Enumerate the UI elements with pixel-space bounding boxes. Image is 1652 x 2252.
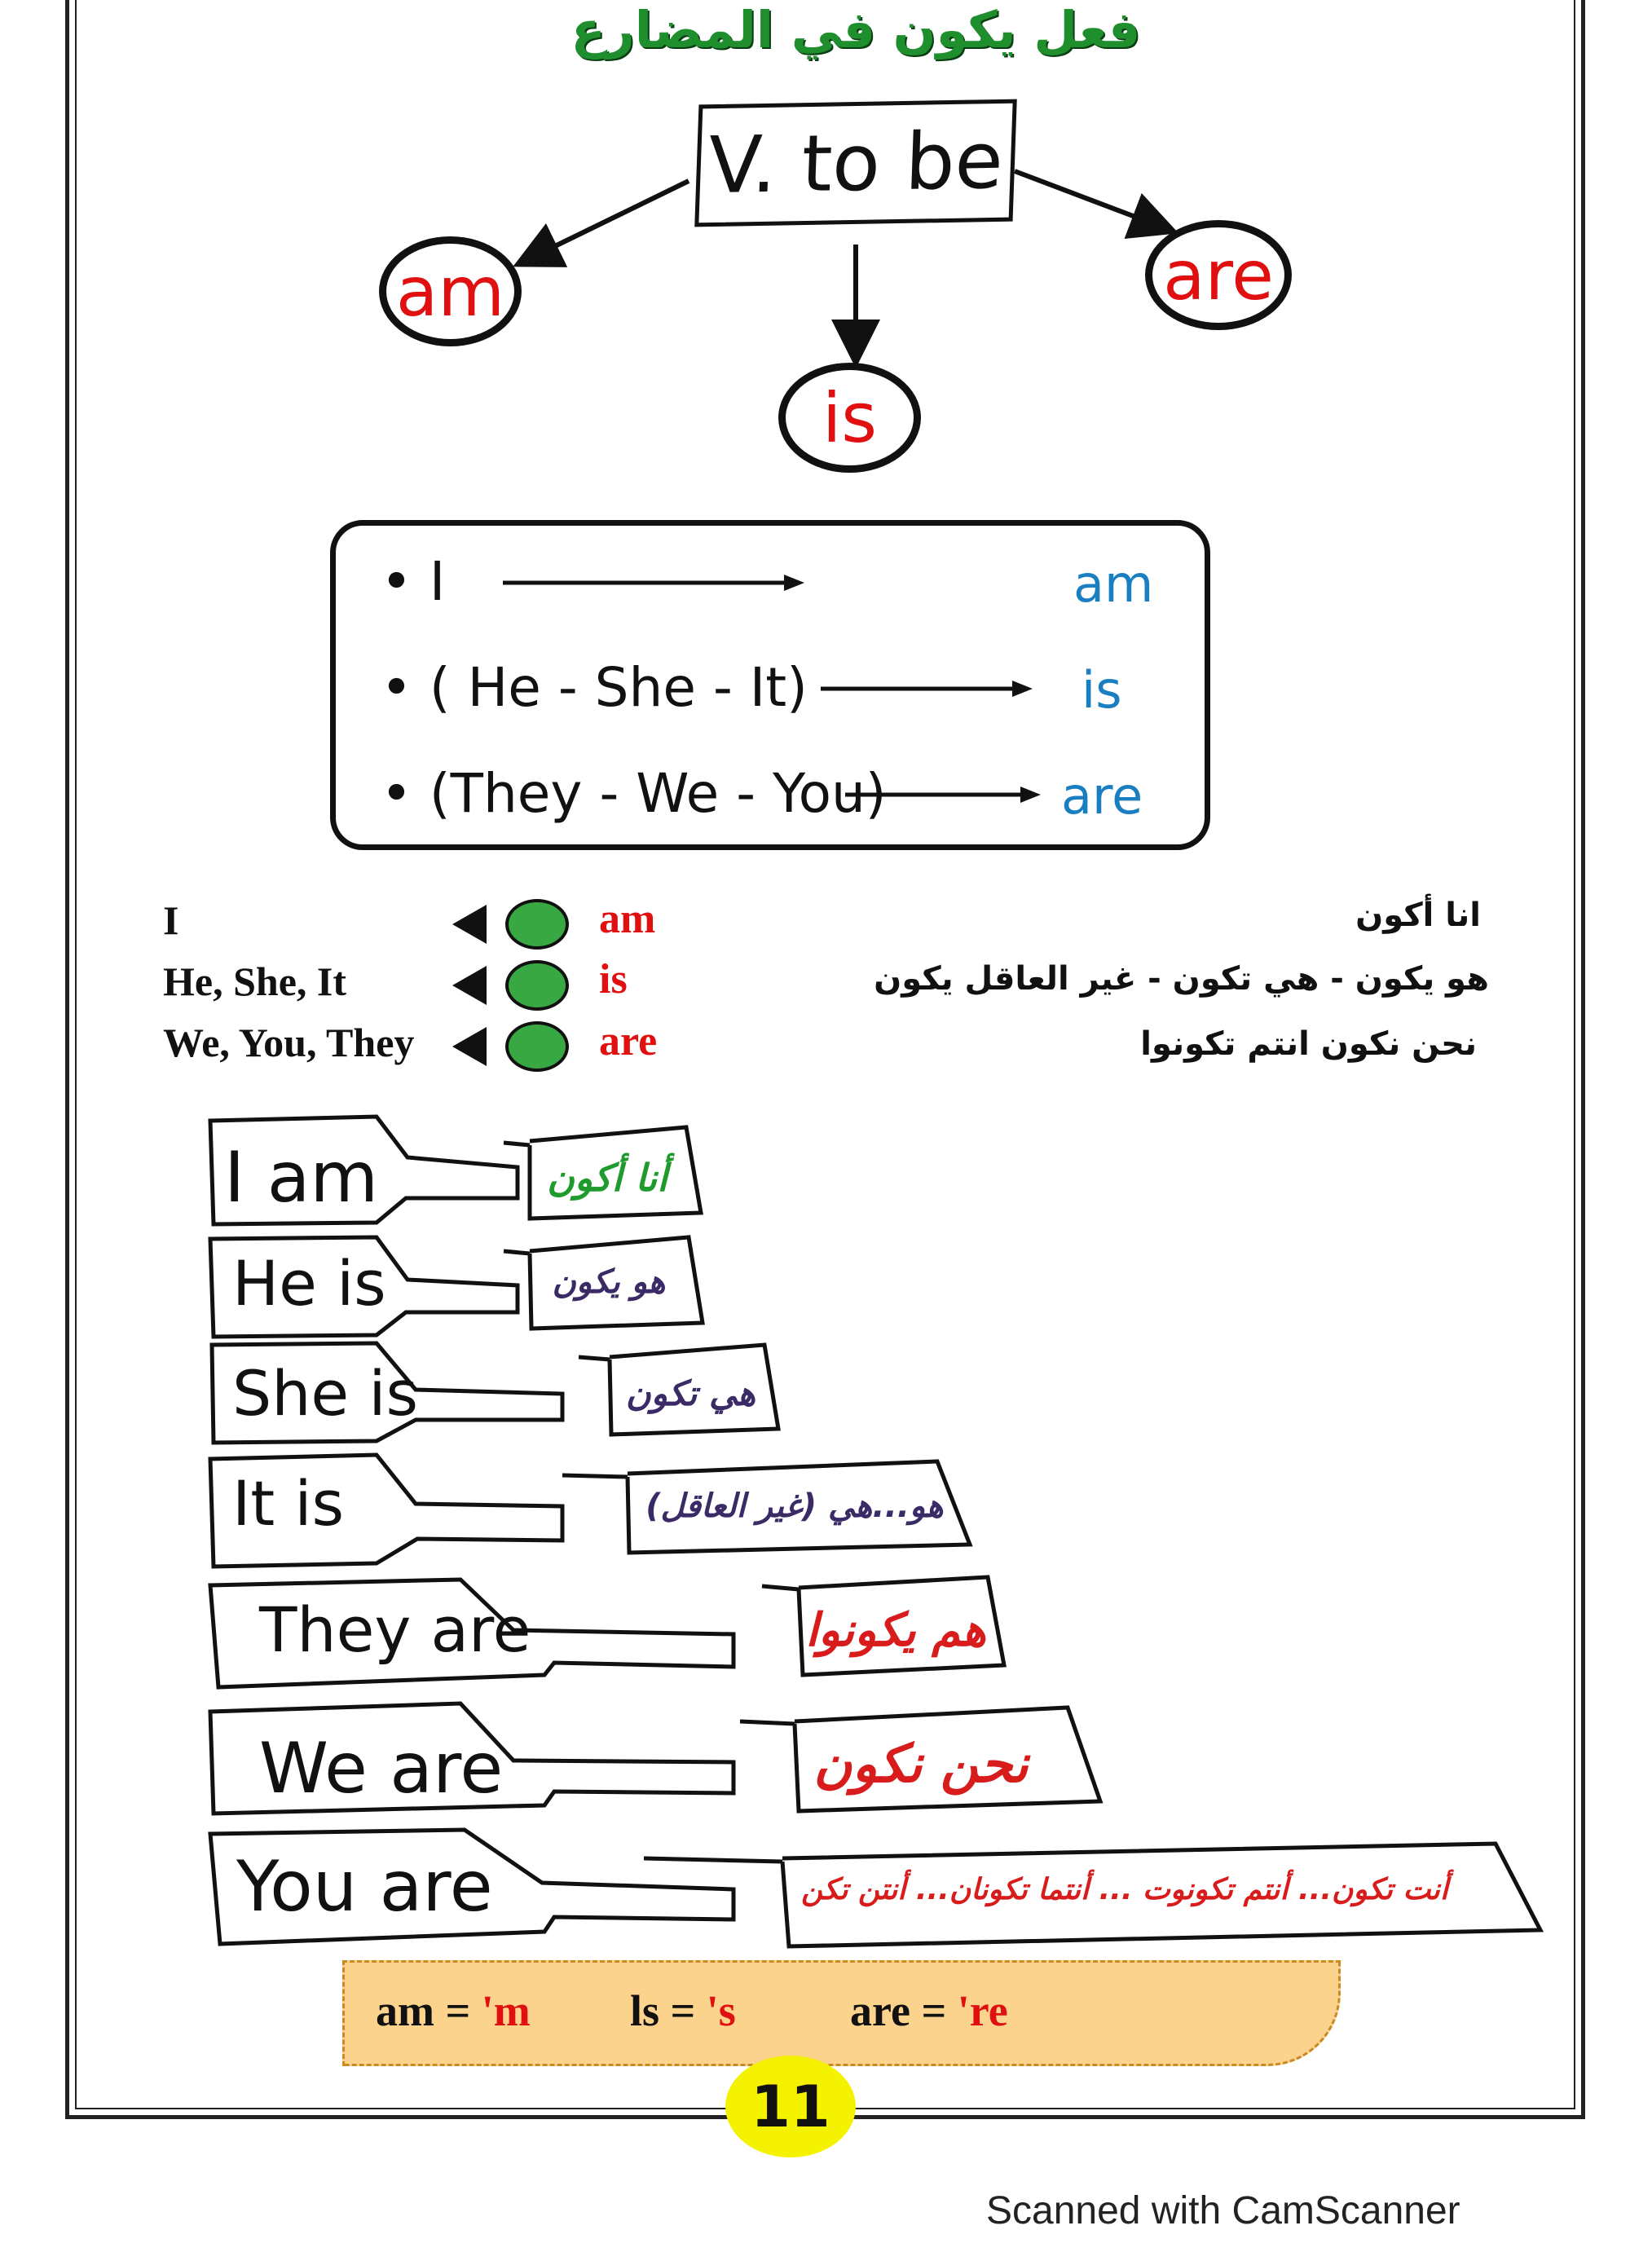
contraction-is	[630, 1985, 736, 2036]
pronoun-verb: is	[599, 956, 628, 1003]
contraction-am	[376, 1985, 531, 2036]
branch-am-label: am	[395, 251, 505, 332]
pronoun-arabic: هو يكون - هي تكون - غير العاقل يكون	[874, 960, 1489, 998]
pronoun-english: I	[163, 897, 179, 943]
contraction-full: ls =	[630, 1986, 696, 2035]
rule-verb: am	[1073, 554, 1154, 614]
scanner-footer: Scanned with CamScanner	[986, 2189, 1460, 2232]
pair-english: It is	[232, 1467, 345, 1540]
branch-are-label: are	[1163, 235, 1274, 315]
pronoun-english: We, You, They	[163, 1020, 415, 1065]
rule-subject: • (They - We - You)	[381, 762, 887, 825]
page-number: 11	[725, 2056, 856, 2157]
pronoun-arabic: انا أكون	[1355, 897, 1481, 934]
pair-english: She is	[232, 1357, 419, 1430]
pair-english: I am	[224, 1137, 379, 1219]
contractions-banner	[342, 1960, 1341, 2066]
contraction-full: am =	[376, 1986, 471, 2035]
pair-arabic: هم يكونوا	[805, 1604, 986, 1657]
contraction-short: 're	[957, 1986, 1008, 2035]
contraction-short: 'm	[481, 1986, 531, 2035]
pair-arabic: أنا أكون	[547, 1156, 667, 1200]
pair-english: You are	[236, 1846, 493, 1928]
pair-arabic: هي تكون	[625, 1373, 756, 1413]
rule-subject: • ( He - She - It)	[381, 656, 808, 719]
pair-arabic: أنت تكون... أنتم تكونوت ... أنتما تكونان... أنتن تكن	[801, 1873, 1448, 1906]
pronoun-verb: are	[599, 1018, 658, 1064]
pair-arabic: نحن نكون	[813, 1734, 1029, 1795]
pair-arabic: هو...هي (غير العاقل)	[645, 1487, 944, 1525]
pair-english: He is	[232, 1247, 386, 1320]
rule-verb: is	[1082, 660, 1122, 720]
pair-arabic: هو يكون	[552, 1263, 666, 1301]
contraction-are	[850, 1985, 1008, 2036]
pronoun-verb: am	[599, 896, 656, 942]
contraction-short: 's	[706, 1986, 736, 2035]
pair-english: We are	[259, 1728, 504, 1809]
contraction-full: are =	[850, 1986, 947, 2035]
pair-english: They are	[259, 1593, 531, 1666]
verb-to-be-label: V. to be	[707, 114, 1005, 212]
page-title: فعل يكون في المضارع	[570, 0, 1141, 59]
rule-verb: are	[1061, 766, 1143, 826]
pronoun-arabic: نحن نكون انتم تكونوا	[1140, 1025, 1477, 1063]
rule-subject: • I	[381, 550, 446, 613]
pronoun-english: He, She, It	[163, 959, 346, 1004]
branch-is-label: is	[822, 377, 878, 458]
